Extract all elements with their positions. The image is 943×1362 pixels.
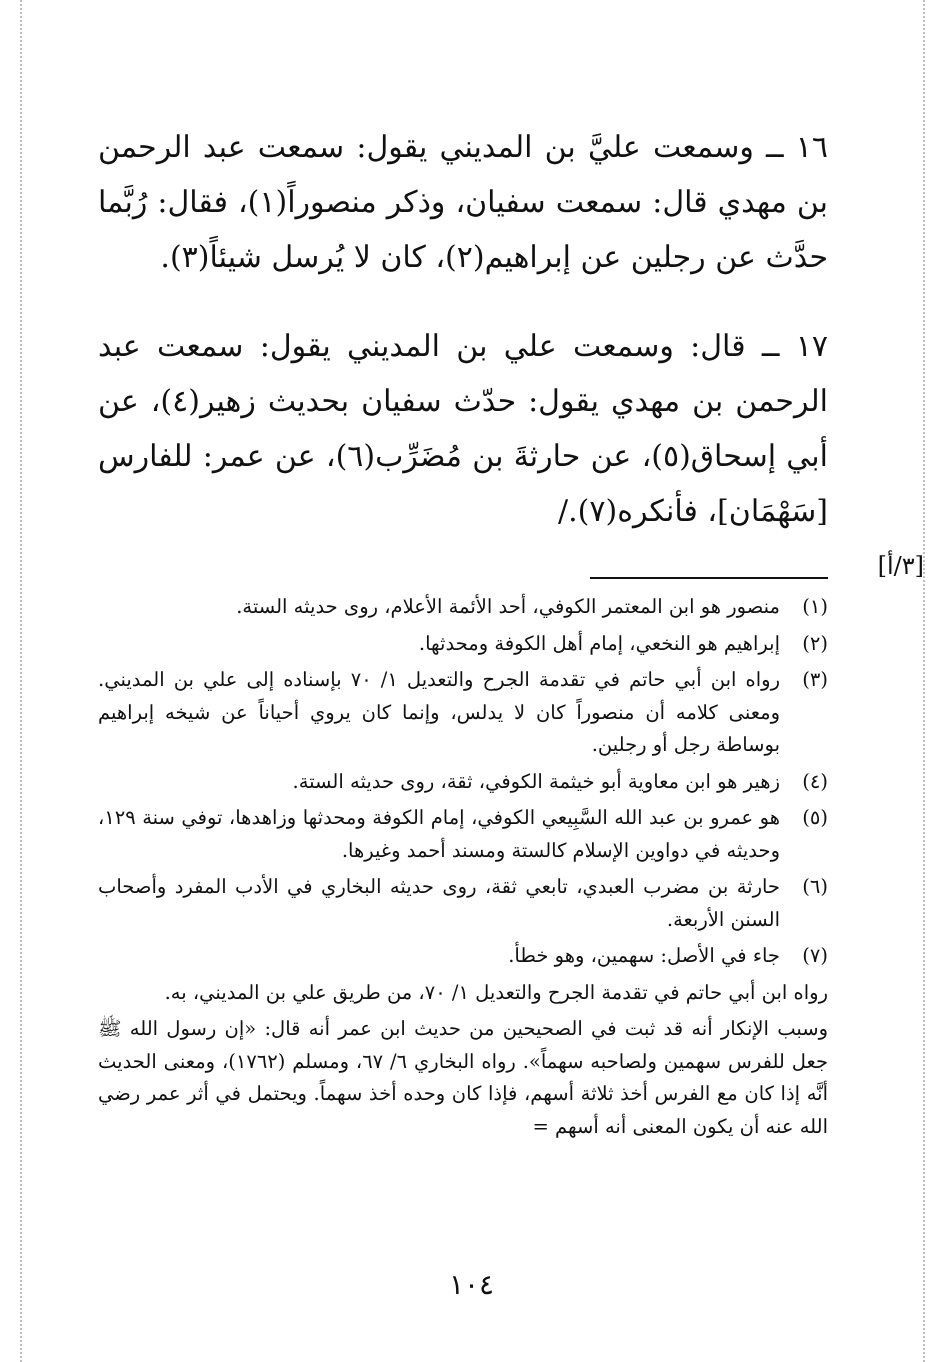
footnote-3 [98, 664, 828, 762]
footnote-7 [98, 940, 828, 973]
footnote-1 [98, 591, 828, 624]
footnote-text: رواه ابن أبي حاتم في تقدمة الجرح والتعديل ١/ ٧٠ بإسناده إلى علي بن المديني. ومعنى كلامه أن منصوراً كان لا يدلس، وإنما كان يروي أحياناً عن شيخه إبراهيم بوساطة رجل أو رجلين. [98, 668, 780, 756]
footnote-4 [98, 766, 828, 799]
footnote-number: (٣) [802, 668, 828, 691]
footnote-text: منصور هو ابن المعتمر الكوفي، أحد الأئمة الأعلام، روى حديثه الستة. [236, 595, 780, 618]
footnote-7-continuation-1: رواه ابن أبي حاتم في تقدمة الجرح والتعديل ١/ ٧٠، من طريق علي بن المديني، به. [164, 980, 828, 1004]
footnotes [98, 591, 828, 1143]
scan-edge-dots-right [923, 0, 925, 1362]
paragraph-17-wrap [98, 319, 924, 580]
footnote-2 [98, 628, 828, 661]
scan-edge-dots-left [20, 0, 22, 1362]
manuscript-folio-marker: [٣/أ] [877, 552, 924, 580]
book-page [98, 120, 924, 1147]
paragraph-16: ١٦ ــ وسمعت عليَّ بن المديني يقول: سمعت عبد الرحمن بن مهدي قال: سمعت سفيان، وذكر منصوراً(١)، فقال: رُبَّما حدَّث عن رجلين عن إبراهيم(٢)، كان لا يُرسل شيئاً(٣). [98, 130, 829, 275]
footnote-5 [98, 802, 828, 867]
footnote-text: إبراهيم هو النخعي، إمام أهل الكوفة ومحدثها. [418, 631, 780, 655]
footnote-number: (٧) [802, 944, 828, 967]
footnote-number: (١) [802, 595, 828, 618]
footnote-6 [98, 871, 828, 936]
paragraph-17: ١٧ ــ قال: وسمعت علي بن المديني يقول: سمعت عبد الرحمن بن مهدي يقول: حدّث سفيان بحديث زهير(٤)، عن أبي إسحاق(٥)، عن حارثةَ بن مُضَرِّب(٦)، عن عمر: للفارس [سَهْمَان]، فأنكره(٧)./ [98, 329, 828, 529]
footnote-7-continuation-2: وسبب الإنكار أنه قد ثبت في الصحيحين من حديث ابن عمر أنه قال: «إن رسول الله ﷺ جعل للفرس سهمين ولصاحبه سهماً». رواه البخاري ٦/ ٦٧، ومسلم (١٧٦٢)، ومعنى الحديث أنَّه إذا كان مع الفرس أخذ ثلاثة أسهم، فإذا كان وحده أخذ سهماً. ويحتمل في أثر عمر رضي الله عنه أن يكون المعنى أنه أسهم = [98, 1017, 828, 1138]
footnote-separator [590, 577, 828, 579]
footnote-number: (٦) [802, 875, 828, 898]
footnote-text: حارثة بن مضرب العبدي، تابعي ثقة، روى حديثه البخاري في الأدب المفرد وأصحاب السنن الأربعة. [98, 875, 780, 931]
footnote-number: (٥) [802, 806, 828, 829]
footnote-number: (٤) [802, 769, 828, 793]
footnote-text: هو عمرو بن عبد الله السَّبِيعي الكوفي، إمام الكوفة ومحدثها وزاهدها، توفي سنة ١٢٩، وحديثه في دواوين الإسلام كالستة ومسند أحمد وغيرها. [98, 806, 780, 862]
page-number: ١٠٤ [448, 1268, 495, 1301]
footnote-text: جاء في الأصل: سهمين، وهو خطأ. [508, 944, 780, 967]
footnote-number: (٢) [802, 631, 828, 655]
footnote-text: زهير هو ابن معاوية أبو خيثمة الكوفي، ثقة، روى حديثه الستة. [292, 769, 780, 793]
